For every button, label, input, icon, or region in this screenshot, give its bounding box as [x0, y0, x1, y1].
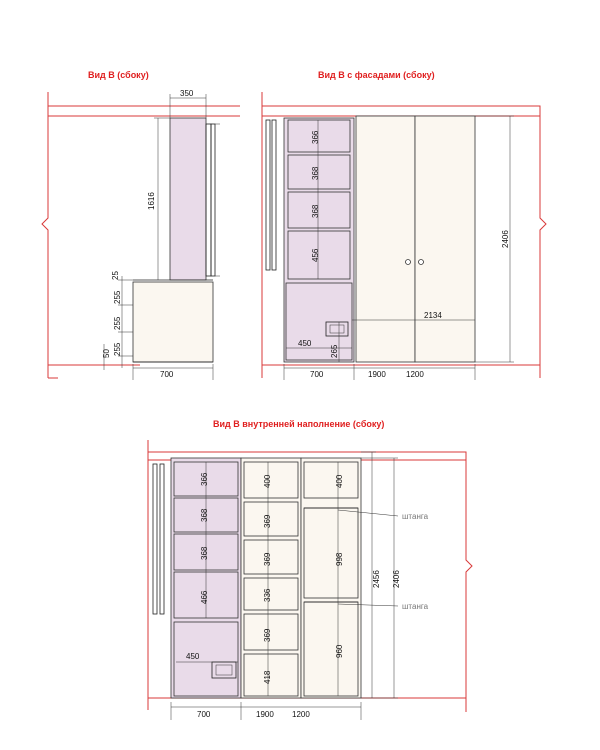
dim-2134: 2134 [424, 311, 442, 320]
lower-cabinet [133, 282, 213, 362]
dim-50: 50 [102, 349, 111, 358]
upper-cabinet [170, 118, 206, 280]
view-internal [148, 440, 472, 720]
mid-shelf-400: 400 [263, 474, 272, 488]
right-sec-960: 960 [335, 644, 344, 658]
int-dim-1200: 1200 [292, 710, 310, 719]
title-internal-view: Вид В внутренней наполнение (сбоку) [213, 419, 385, 429]
shelf-dim-366: 366 [311, 130, 320, 144]
door-right [415, 116, 475, 362]
right-sec-998: 998 [335, 552, 344, 566]
dim-265: 265 [330, 344, 339, 358]
right-sec-400: 400 [335, 474, 344, 488]
dim-350: 350 [180, 89, 194, 98]
door-left [356, 116, 415, 362]
left-shelf-368-b: 368 [200, 546, 209, 560]
left-shelf-466: 466 [200, 590, 209, 604]
view-side [42, 89, 240, 380]
mid-shelf-369-b: 369 [263, 552, 272, 566]
mid-shelf-336: 336 [263, 588, 272, 602]
dim-2406: 2406 [501, 230, 510, 248]
title-side-view: Вид В (сбоку) [88, 70, 149, 80]
mid-shelf-369-a: 369 [263, 514, 272, 528]
left-shelf-368-a: 368 [200, 508, 209, 522]
int-dim-700: 700 [197, 710, 211, 719]
shelf-block-5 [286, 283, 352, 360]
shelf-dim-368-b: 368 [311, 204, 320, 218]
int-dim-1900: 1900 [256, 710, 274, 719]
rod-label-top: штанга [402, 512, 429, 521]
rod-label-bottom: штанга [402, 602, 429, 611]
dim-2406-int: 2406 [392, 570, 401, 588]
shelf-dim-368-a: 368 [311, 166, 320, 180]
dim-2456: 2456 [372, 570, 381, 588]
mid-shelf-418: 418 [263, 670, 272, 684]
door-handle-left [406, 260, 411, 265]
dim-1200: 1200 [406, 370, 424, 379]
shelf-dim-456: 456 [311, 248, 320, 262]
int-dim-450: 450 [186, 652, 200, 661]
dim-1900: 1900 [368, 370, 386, 379]
dim-1616: 1616 [147, 192, 156, 210]
dim-450: 450 [298, 339, 312, 348]
door-handle-right [419, 260, 424, 265]
dim-255-a: 255 [113, 290, 122, 304]
dim-255-c: 255 [113, 342, 122, 356]
title-facades-view: Вид В с фасадами (сбоку) [318, 70, 435, 80]
dim-25: 25 [111, 271, 120, 280]
dim-700-b: 700 [310, 370, 324, 379]
mid-shelf-369-c: 369 [263, 628, 272, 642]
dim-255-b: 255 [113, 316, 122, 330]
dim-700: 700 [160, 370, 174, 379]
left-shelf-366: 366 [200, 472, 209, 486]
view-facades [262, 92, 546, 380]
